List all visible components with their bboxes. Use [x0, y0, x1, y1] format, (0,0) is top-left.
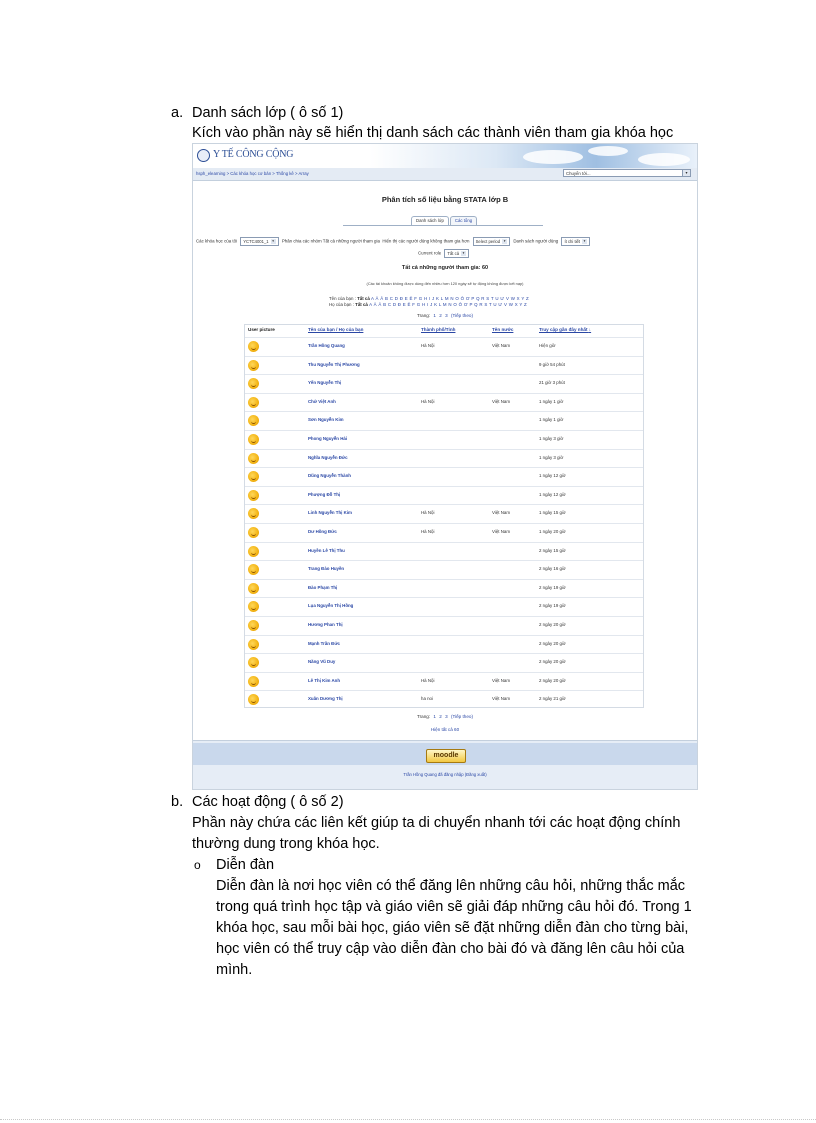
chevron-down-icon: ▾: [272, 239, 274, 244]
forum-line-5: mình.: [216, 962, 253, 978]
user-country: Việt Nam: [492, 696, 510, 702]
user-last-access: 2 ngày 16 giờ: [539, 566, 566, 572]
section-b-line-2: thường dung trong khóa học.: [192, 836, 380, 852]
user-city: ha noi: [421, 696, 433, 702]
user-avatar-icon[interactable]: [248, 360, 259, 371]
section-a-description: Kích vào phần này sẽ hiển thị danh sách các thành viên tham gia khóa học: [192, 125, 674, 141]
page-label: Trang:: [417, 313, 431, 318]
table-row: [245, 672, 643, 692]
page-link-3[interactable]: 3: [445, 313, 448, 318]
tab-summary[interactable]: Các tổng: [450, 216, 477, 225]
role-value: Tất cả: [447, 251, 460, 256]
user-avatar-icon[interactable]: [248, 508, 259, 519]
role-select[interactable]: [444, 249, 469, 258]
user-name[interactable]: Mạnh Trần Đức: [308, 640, 340, 646]
role-filter: [418, 249, 471, 258]
forum-line-1: Diễn đàn là nơi học viên có thể đăng lên những câu hỏi, những thắc mắc: [216, 878, 686, 894]
user-name[interactable]: Sơn Nguyễn Kim: [308, 417, 344, 423]
user-name[interactable]: Linh Nguyễn Thị Kim: [308, 510, 352, 516]
user-avatar-icon[interactable]: [248, 434, 259, 445]
chevron-down-icon: ▾: [462, 251, 465, 256]
user-name[interactable]: Dư Hồng Đức: [308, 529, 337, 534]
user-last-access: 2 ngày 19 giờ: [539, 584, 566, 590]
table-row: [245, 560, 643, 580]
groups-value: Tất cả những người tham gia: [322, 238, 380, 244]
user-avatar-icon[interactable]: [248, 546, 259, 557]
user-name[interactable]: Phong Nguyễn Hải: [308, 436, 348, 441]
table-row: [245, 653, 643, 673]
inactive-value: Select period: [475, 239, 501, 244]
firstname-all[interactable]: Tất cả: [357, 296, 370, 301]
table-row: [245, 449, 643, 469]
user-name[interactable]: Huyền Lê Thị Thu: [308, 547, 345, 553]
filter-bar: [196, 237, 696, 246]
bullet-circle: o: [194, 858, 201, 872]
col-access[interactable]: [539, 327, 591, 332]
user-last-access: 2 ngày 19 giờ: [539, 603, 566, 609]
course-title: Phân tích số liệu bằng STATA lớp B: [381, 195, 509, 204]
user-avatar-icon[interactable]: [248, 397, 259, 408]
page-link-3[interactable]: 3: [445, 714, 448, 719]
table-row: [245, 430, 643, 450]
site-footer: [193, 740, 697, 790]
participants-table: [244, 324, 644, 708]
user-city: Hà Nội: [421, 398, 435, 404]
user-name[interactable]: Phượng Đỗ Thị: [308, 491, 341, 497]
courses-label: Các khóa học của tôi: [196, 238, 238, 244]
page-link-1[interactable]: 1: [433, 714, 436, 719]
user-name[interactable]: Yến Nguyễn Thị: [308, 380, 342, 386]
forum-title: Diễn đàn: [216, 857, 275, 873]
user-name[interactable]: Nghĩa Nguyễn Đức: [308, 454, 348, 460]
site-logo[interactable]: Y TẾ CÔNG CỘNG: [213, 149, 294, 160]
forum-line-2: trong quá trình học tập và giáo viên sẽ giải đáp những câu hỏi đó. Trong 1: [216, 899, 692, 915]
section-b-line-1: Phần này chứa các liên kết giúp ta di chuyển nhanh tới các hoạt động chính: [192, 815, 681, 831]
lastname-letters[interactable]: A Ă Â B C D Đ E Ê F G H I J K L M N O Ô Ơ P Q R S T U Ư V W X Y Z: [369, 302, 528, 307]
table-row: [245, 597, 643, 617]
user-last-access: Hiện giờ: [539, 343, 556, 348]
user-last-access: 2 ngày 20 giờ: [539, 640, 566, 646]
firstname-filter: [329, 296, 529, 301]
participants-count: Tất cả những người tham gia: 60: [401, 265, 489, 271]
user-avatar-icon[interactable]: [248, 694, 259, 705]
user-last-access: 2 ngày 21 giờ: [539, 696, 566, 702]
inactive-label: Hiển thị các người dùng không tham gia hơn: [382, 238, 470, 244]
role-label: Current role: [418, 250, 442, 256]
user-last-access: 1 ngày 3 giờ: [539, 454, 564, 460]
user-avatar-icon[interactable]: [248, 471, 259, 482]
user-last-access: 9 giờ 54 phút: [539, 361, 565, 367]
table-row: [245, 579, 643, 599]
inactive-note: (Các tài khoản không được dùng đến nhiều hơn 120 ngày sẽ tự động không được kết nạp): [366, 281, 524, 286]
user-avatar-icon[interactable]: [248, 620, 259, 631]
list-value: ít chi tiết: [564, 239, 581, 244]
user-city: Hà Nội: [421, 529, 435, 534]
forum-line-3: khóa học, sau mỗi bài học, giáo viên sẽ đặt những diễn đàn cho từng bài,: [216, 920, 689, 936]
page-label: Trang:: [417, 714, 431, 719]
user-country: Việt Nam: [492, 677, 510, 683]
forum-line-4: học viên có thể truy cập vào diễn đàn cho bài đó và đăng lên câu hỏi của: [216, 941, 685, 957]
table-row: [245, 337, 643, 357]
user-last-access: 21 giờ 3 phút: [539, 380, 565, 386]
user-avatar-icon[interactable]: [248, 583, 259, 594]
list-label: Danh sách người dùng: [513, 238, 559, 244]
user-country: Việt Nam: [492, 529, 510, 534]
logo-emblem-icon: [197, 149, 210, 162]
user-avatar-icon[interactable]: [248, 415, 259, 426]
user-last-access: 1 ngày 15 giờ: [539, 510, 566, 516]
table-row: [245, 411, 643, 431]
table-row: [245, 356, 643, 376]
user-avatar-icon[interactable]: [248, 657, 259, 668]
col-access-label: Truy cập gần đây nhất: [539, 327, 588, 332]
user-country: Việt Nam: [492, 510, 510, 516]
page-link-2[interactable]: 2: [439, 714, 442, 719]
user-name[interactable]: Dũng Nguyễn Thành: [308, 473, 351, 479]
login-info[interactable]: Trần Hồng Quang đã đăng nhập (Đăng xuất): [403, 772, 487, 777]
table-row: [245, 486, 643, 506]
next-page-link[interactable]: (Tiếp theo): [450, 714, 473, 719]
chevron-down-icon: ▾: [682, 170, 690, 176]
moodle-logo[interactable]: moodle: [426, 749, 466, 763]
user-last-access: 1 ngày 20 giờ: [539, 529, 566, 534]
user-name[interactable]: Hương Phan Thị: [308, 622, 343, 627]
user-name[interactable]: Trần Hồng Quang: [308, 343, 345, 348]
user-last-access: 1 ngày 1 giờ: [539, 398, 564, 404]
lastname-all[interactable]: Tất cả: [355, 302, 368, 307]
user-last-access: 2 ngày 20 giờ: [539, 677, 566, 683]
table-row: [245, 374, 643, 394]
courses-value: YCTC4001_1: [243, 239, 269, 244]
pagination-bottom: [193, 714, 697, 719]
user-avatar-icon[interactable]: [248, 341, 259, 352]
user-name[interactable]: Xuân Dương Thị: [308, 696, 343, 702]
user-city: Hà Nội: [421, 677, 435, 683]
col-country[interactable]: Tên nước: [492, 327, 514, 332]
tab-bar: [411, 216, 478, 225]
chevron-down-icon: ▾: [583, 239, 586, 244]
list-marker-b: b.: [171, 794, 184, 810]
user-avatar-icon[interactable]: [248, 601, 259, 612]
sort-arrow-icon: ↓: [588, 327, 592, 332]
tab-participants[interactable]: Danh sách lớp: [411, 216, 449, 225]
pagination-top: [193, 313, 697, 318]
user-avatar-icon[interactable]: [248, 676, 259, 687]
user-last-access: 1 ngày 12 giờ: [539, 473, 566, 479]
lastname-filter: [329, 302, 527, 307]
col-picture: User picture: [248, 327, 275, 332]
jump-to-label: Chuyển tới...: [566, 171, 591, 176]
firstname-label: Tên của bạn :: [329, 296, 356, 301]
breadcrumb[interactable]: hsph_elearning > Các khóa học cơ bản > Thống kê > Array: [196, 171, 309, 176]
table-row: [245, 616, 643, 636]
user-country: Việt Nam: [492, 343, 510, 348]
participants-screenshot: [192, 143, 698, 790]
site-banner: [193, 144, 697, 168]
user-avatar-icon[interactable]: [248, 378, 259, 389]
section-a-heading: Danh sách lớp ( ô số 1): [192, 105, 344, 121]
user-country: Việt Nam: [492, 398, 510, 404]
groups-label: Phân chia các nhóm: [281, 238, 322, 244]
user-name[interactable]: Thu Nguyễn Thị Phương: [308, 361, 360, 367]
user-name[interactable]: Năng Vũ Duy: [308, 659, 336, 665]
user-last-access: 2 ngày 20 giờ: [539, 659, 566, 665]
user-last-access: 1 ngày 1 giờ: [539, 417, 564, 423]
table-row: [245, 504, 643, 524]
navbar: [193, 168, 697, 181]
user-city: Hà Nội: [421, 343, 435, 348]
user-avatar-icon[interactable]: [248, 527, 259, 538]
user-avatar-icon[interactable]: [248, 490, 259, 501]
lastname-label: Họ của bạn :: [329, 302, 354, 307]
inactive-select[interactable]: [473, 237, 510, 246]
user-city: Hà Nội: [421, 510, 435, 516]
user-last-access: 1 ngày 12 giờ: [539, 491, 566, 497]
chevron-down-icon: ▾: [503, 239, 506, 244]
jump-to-select[interactable]: [563, 169, 691, 177]
user-name[interactable]: Lụa Nguyễn Thị Hồng: [308, 603, 354, 609]
table-row: [245, 467, 643, 487]
user-name[interactable]: Đào Phạm Thị: [308, 584, 338, 590]
page-link-2[interactable]: 2: [439, 313, 442, 318]
user-avatar-icon[interactable]: [248, 639, 259, 650]
table-row: [245, 523, 643, 543]
table-row: [245, 542, 643, 562]
user-last-access: 1 ngày 3 giờ: [539, 436, 564, 441]
user-name[interactable]: Lê Thị Kim Anh: [308, 677, 341, 683]
col-city[interactable]: Thành phố/Tỉnh: [421, 327, 456, 332]
col-name[interactable]: Tên của bạn / Họ của bạn: [308, 327, 364, 332]
firstname-letters[interactable]: A Ă Â B C D Đ E Ê F G H I J K L M N O Ô Ơ P Q R S T U Ư V W X Y Z: [371, 296, 529, 301]
table-row: [245, 690, 643, 710]
show-all-link[interactable]: Hiện tất cả 60: [430, 727, 460, 732]
table-row: [245, 393, 643, 413]
courses-select[interactable]: [240, 237, 278, 246]
user-avatar-icon[interactable]: [248, 564, 259, 575]
user-name[interactable]: Trang Đào Huyền: [308, 566, 345, 572]
next-page-link[interactable]: (Tiếp theo): [450, 313, 473, 318]
user-last-access: 2 ngày 20 giờ: [539, 622, 566, 627]
page-footer-rule: [0, 1119, 816, 1120]
list-select[interactable]: [561, 237, 590, 246]
user-last-access: 2 ngày 15 giờ: [539, 547, 566, 553]
user-avatar-icon[interactable]: [248, 453, 259, 464]
user-name[interactable]: Chử Việt Anh: [308, 398, 336, 404]
section-b-heading: Các hoạt động ( ô số 2): [192, 794, 344, 810]
list-marker-a: a.: [171, 105, 184, 121]
table-row: [245, 635, 643, 655]
page-link-1[interactable]: 1: [433, 313, 436, 318]
